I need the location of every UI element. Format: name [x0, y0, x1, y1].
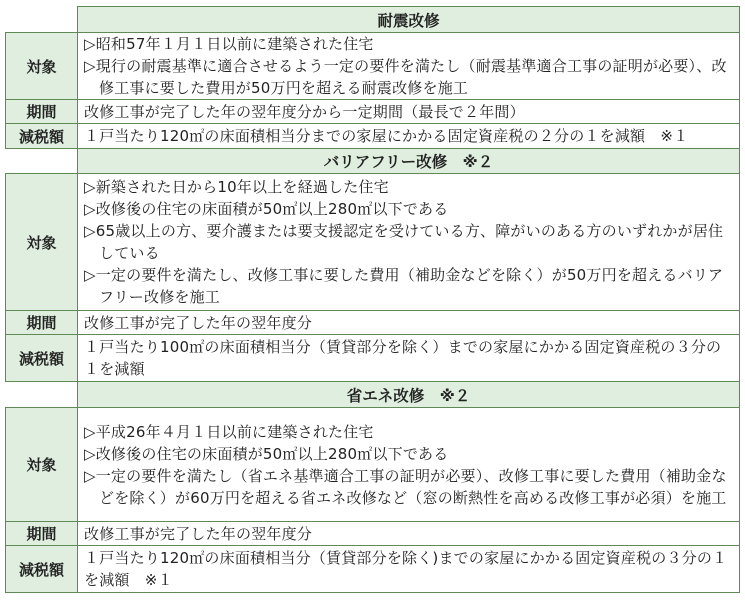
section-header-row: [6, 7, 740, 33]
reduction-row: [6, 546, 740, 593]
section-header-row: [6, 149, 740, 174]
reduction-label: 減税額: [6, 546, 78, 593]
period-row: [6, 522, 740, 546]
target-cell: [78, 174, 740, 311]
period-text: 改修工事が完了した年の翌年度分から一定期間（最長で２年間）: [78, 100, 740, 124]
target-row: [6, 33, 740, 100]
period-text: 改修工事が完了した年の翌年度分: [78, 311, 740, 335]
reduction-label: 減税額: [6, 335, 78, 382]
target-row: [6, 174, 740, 311]
target-cell: [78, 33, 740, 100]
target-label: 対象: [6, 408, 78, 522]
tax-reduction-table: [5, 6, 740, 593]
target-item: ▷現行の耐震基準に適合させるよう一定の要件を満たし（耐震基準適合工事の証明が必要）、改修工事に要した費用が50万円を超える耐震改修を施工: [84, 57, 727, 97]
target-item: ▷65歳以上の方、要介護または要支援認定を受けている方、障がいのある方のいずれかが居住している: [84, 222, 724, 262]
reduction-label: 減税額: [6, 124, 78, 149]
corner-blank: [6, 149, 78, 174]
target-cell: [78, 408, 740, 522]
period-label: 期間: [6, 100, 78, 124]
reduction-row: [6, 124, 740, 149]
target-item: ▷新築された日から10年以上を経過した住宅: [84, 178, 389, 196]
period-label: 期間: [6, 522, 78, 546]
target-item: ▷昭和57年１月１日以前に建築された住宅: [84, 35, 374, 53]
target-label: 対象: [6, 33, 78, 100]
target-item: ▷改修後の住宅の床面積が50㎡以上280㎡以下である: [84, 200, 449, 218]
target-item: ▷平成26年４月１日以前に建築された住宅: [84, 422, 374, 441]
section-title-seismic: 耐震改修: [78, 7, 740, 33]
period-row: [6, 311, 740, 335]
target-item: ▷改修後の住宅の床面積が50㎡以上280㎡以下である: [84, 444, 449, 463]
period-label: 期間: [6, 311, 78, 335]
reduction-text: １戸当たり120㎡の床面積相当分（賃貸部分を除く)までの家屋にかかる固定資産税の３分の１を減額 ※１: [78, 546, 740, 593]
period-row: [6, 100, 740, 124]
target-label: 対象: [6, 174, 78, 311]
section-header-row: [6, 382, 740, 408]
reduction-text: １戸当たり100㎡の床面積相当分（賃貸部分を除く）までの家屋にかかる固定資産税の３分の１を減額: [78, 335, 740, 382]
corner-blank: [6, 7, 78, 33]
period-text: 改修工事が完了した年の翌年度分: [78, 522, 740, 546]
reduction-text: １戸当たり120㎡の床面積相当分までの家屋にかかる固定資産税の２分の１を減額 ※１: [78, 124, 740, 149]
section-title-energy-saving: 省エネ改修 ※２: [78, 382, 740, 408]
section-title-barrier-free: バリアフリー改修 ※２: [78, 149, 740, 174]
target-row: [6, 408, 740, 522]
tax-reduction-table-container: [5, 6, 740, 593]
reduction-row: [6, 335, 740, 382]
corner-blank: [6, 382, 78, 408]
target-item: ▷一定の要件を満たし、改修工事に要した費用（補助金などを除く）が50万円を超えるバリアフリー改修を施工: [84, 266, 724, 306]
target-item: ▷一定の要件を満たし（省エネ基準適合工事の証明が必要）、改修工事に要した費用（補助金などを除く）が60万円を超える省エネ改修など（窓の断熱性を高める改修工事が必須）を施工: [84, 466, 727, 507]
